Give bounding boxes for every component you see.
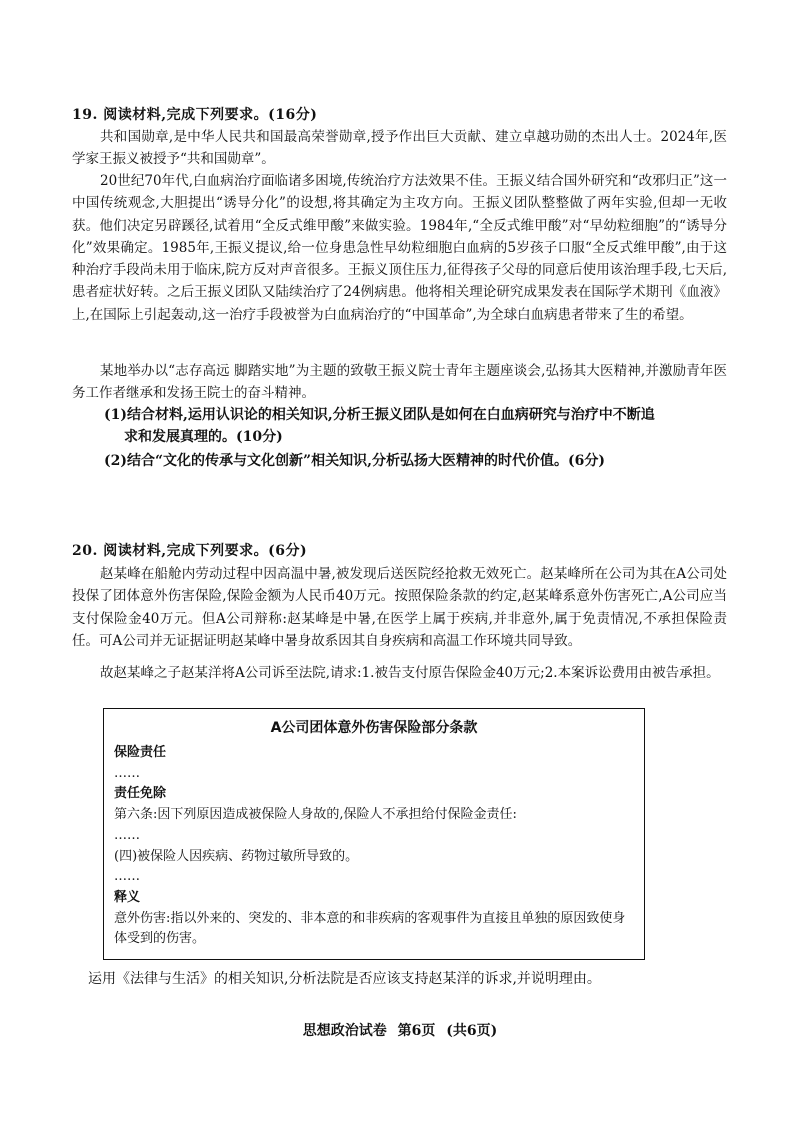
q19-subquestion-1-line-2: 求和发展真理的。(10分): [124, 429, 283, 445]
insurance-clauses-box: [103, 708, 645, 960]
clause-definition-accidental-injury: 意外伤害:指以外来的、突发的、非本意的和非疾病的客观事件为直接且单独的原因致使身体受到的伤害。: [114, 910, 626, 947]
clause-item-four: (四)被保险人因疾病、药物过敏所导致的。: [114, 848, 359, 864]
q19-material-paragraph-2: 20世纪70年代,白血病治疗面临诸多困境,传统治疗方法效果不佳。王振义结合国外研究和“改邪归正”这一中国传统观念,大胆提出“诱导分化”的设想,将其确定为主攻方向。王振义团队整整做了两年实验,但却一无收获。他们决定另辟蹊径,试着用“全反式维甲酸”来做实验。1984年,“全反式维甲酸”对“早幼粒细胞”的“诱导分化”效果确定。1985年,王振义提议,给一位身患急性早幼粒细胞白血病的5岁孩子口服“全反式维甲酸”,由于这种治疗手段尚未用于临床,院方反对声音很多。王振义顶住压力,征得孩子父母的同意后使用该治理手段,七天后,患者症状好转。之后王振义团队又陆续治疗了24例病患。他将相关理论研究成果发表在国际学术期刊《血液》上,在国际上引起轰动,这一治疗手段被誉为白血病治疗的“中国革命”,为全球白血病患者带来了生的希望。: [72, 173, 727, 323]
clause-heading-exemption: 责任免除: [114, 786, 167, 802]
question-19-title: 19. 阅读材料,完成下列要求。(16分): [72, 107, 318, 123]
q19-material-paragraph-3: 某地举办以“志存高远 脚踏实地”为主题的致敬王振义院士青年主题座谈会,弘扬其大医精神,并激励青年医务工作者继承和发扬王院士的奋斗精神。: [72, 363, 727, 402]
page-footer: 思想政治试卷 第6页 (共6页): [302, 1023, 498, 1039]
q19-subquestion-1: [104, 404, 724, 448]
q19-subquestion-2: (2)结合“文化的传承与文化创新”相关知识,分析弘扬大医精神的时代价值。(6分): [104, 453, 605, 469]
q20-question: 运用《法律与生活》的相关知识,分析法院是否应该支持赵某洋的诉求,并说明理由。: [88, 971, 601, 987]
clause-ellipsis-3: ……: [114, 869, 140, 885]
clause-ellipsis-2: ……: [114, 827, 140, 843]
q20-material-paragraph-2: 故赵某峰之子赵某洋将A公司诉至法院,请求:1.被告支付原告保险金40万元;2.本案诉讼费用由被告承担。: [100, 665, 720, 681]
clause-ellipsis-1: ……: [114, 765, 140, 781]
q20-material-paragraph-1: 赵某峰在船舱内劳动过程中因高温中暑,被发现后送医院经抢救无效死亡。赵某峰所在公司为其在A公司处投保了团体意外伤害保险,保险金额为人民币40万元。按照保险条款的约定,赵某峰系意外伤害死亡,A公司应当支付保险金40万元。但A公司辩称:赵某峰是中暑,在医学上属于疾病,并非意外,属于免责情况,不承担保险责任。可A公司并无证据证明赵某峰中暑身故系因其自身疾病和高温工作环境共同导致。: [72, 566, 727, 649]
insurance-clauses-title: A公司团体意外伤害保险部分条款: [270, 720, 478, 736]
clause-heading-definition: 释义: [114, 889, 141, 905]
question-20-title: 20. 阅读材料,完成下列要求。(6分): [72, 543, 308, 559]
clause-heading-coverage: 保险责任: [114, 745, 167, 760]
clause-article-six: 第六条:因下列原因造成被保险人身故的,保险人不承担给付保险金责任:: [114, 807, 517, 823]
q19-material-paragraph-1: 共和国勋章,是中华人民共和国最高荣誉勋章,授予作出巨大贡献、建立卓越功勋的杰出人士。2024年,医学家王振义被授予“共和国勋章”。: [72, 129, 727, 168]
q19-subquestion-1-line-1: (1)结合材料,运用认识论的相关知识,分析王振义团队是如何在白血病研究与治疗中不断追: [104, 407, 655, 423]
